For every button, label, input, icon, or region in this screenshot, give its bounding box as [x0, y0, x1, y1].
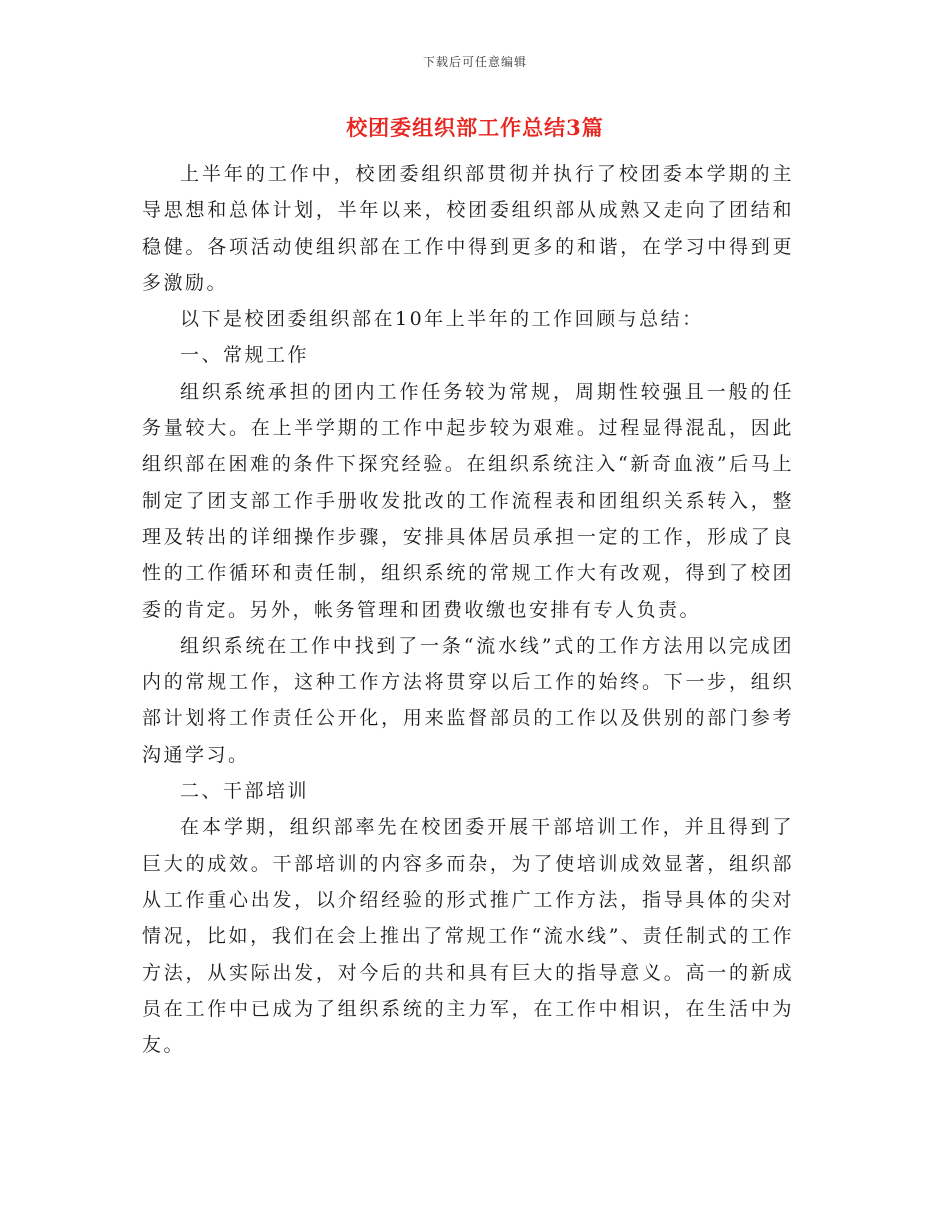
section-heading-routine-work: 一、常规工作	[180, 344, 310, 367]
paragraph-cadre-training: 在本学期，组织部率先在校团委开展干部培训工作，并且得到了巨大的成效。干部培训的内容多而杂，为了使培训成效显著，组织部从工作重心出发，以介绍经验的形式推广工作方法，指导具体的尖对情况，比如，我们在会上推出了常规工作“流水线”、责任制式的工作方法，从实际出发，对今后的共和具有巨大的指导意义。高一的新成员在工作中已成为了组织系统的主力军，在工作中相识，在生活中为友。	[142, 816, 794, 1057]
paragraph-lead-in: 以下是校团委组织部在10年上半年的工作回顾与总结：	[180, 308, 704, 331]
section-heading-cadre-training: 二、干部培训	[180, 780, 310, 803]
paragraph-intro: 上半年的工作中，校团委组织部贯彻并执行了校团委本学期的主导思想和总体计划，半年以来，校团委组织部从成熟又走向了团结和稳健。各项活动使组织部在工作中得到更多的和谐，在学习中得到更多激励。	[142, 163, 794, 294]
paragraph-routine-work: 组织系统承担的团内工作任务较为常规，周期性较强且一般的任务量较大。在上半学期的工作中起步较为艰难。过程显得混乱，因此组织部在困难的条件下探究经验。在组织系统注入“新奇血液”后马上制定了团支部工作手册收发批改的工作流程表和团组织关系转入，整理及转出的详细操作步骤，安排具体居员承担一定的工作，形成了良性的工作循环和责任制，组织系统的常规工作大有改观，得到了校团委的肯定。另外，帐务管理和团费收缴也安排有专人负责。	[142, 380, 794, 621]
document-title: 校团委组织部工作总结3篇	[346, 115, 604, 140]
paragraph-assembly-line-method: 组织系统在工作中找到了一条“流水线”式的工作方法用以完成团内的常规工作，这种工作方法将贯穿以后工作的始终。下一步，组织部计划将工作责任公开化，用来监督部员的工作以及供别的部门参考沟通学习。	[142, 634, 794, 766]
document-body	[142, 156, 794, 1063]
header-note: 下载后可任意编辑	[422, 55, 527, 69]
